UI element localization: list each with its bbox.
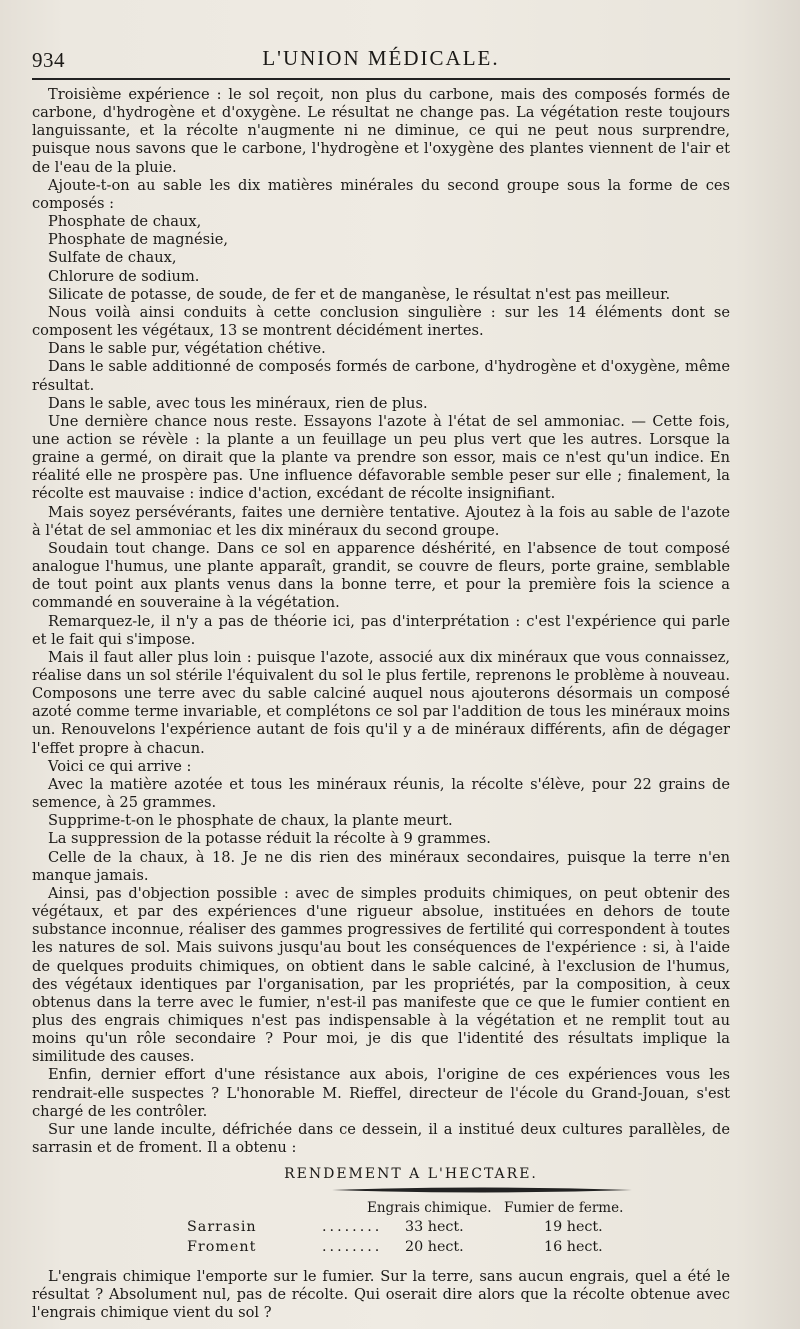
- list-item: Chlorure de sodium.: [48, 267, 200, 285]
- table-column-headers: [32, 1199, 730, 1217]
- paragraph: Mais il faut aller plus loin : puisque l'azote, associé aux dix minéraux que vous connaissez, réalise dans un sol stérile l'équivalent du sol le plus fertile, reprenons le problème à nouveau. Composons une terre avec du sable calciné auquel nous ajouterons désormais un composé azoté comme terme invariable, et complétons ce sol par l'addition de tous les minéraux moins un. Renouvelons l'expérience autant de fois qu'il y a de minéraux différents, afin de dégager l'effet propre à chacun.: [32, 648, 730, 757]
- cell-chimique: 33 hect.: [405, 1218, 464, 1235]
- paragraph: Remarquez-le, il n'y a pas de théorie ici, pas d'interprétation : c'est l'expérience qui parle et le fait qui s'impose.: [32, 612, 730, 648]
- compound-list: [32, 213, 730, 304]
- paragraph: Supprime-t-on le phosphate de chaux, la plante meurt.: [48, 812, 453, 830]
- page-number: 934: [32, 48, 65, 72]
- column-header: Engrais chimique.: [367, 1200, 492, 1217]
- running-title: L'UNION MÉDICALE.: [262, 46, 500, 70]
- table-row: [32, 1238, 730, 1258]
- paragraph: Troisième expérience : le sol reçoit, non plus du carbone, mais des composés formés de carbone, d'hydrogène et d'oxygène. Le résultat ne change pas. La végétation reste toujours languissante, et la récolte n'augmente ni ne diminue, ce qui ne peut nous surprendre, puisque nous savons que le carbone, l'hydrogène et l'oxygène des plantes viennent de l'air et de l'eau de la pluie.: [32, 86, 730, 176]
- cell-fumier: 19 hect.: [544, 1218, 603, 1235]
- paragraph: Soudain tout change. Dans ce sol en apparence déshérité, en l'absence de tout composé analogue l'humus, une plante apparaît, grandit, se couvre de fleurs, porte graine, semblable de tout point aux plants venus dans la bonne terre, et pour la première fois la science a commandé en souveraine à la végétation.: [32, 539, 730, 612]
- paragraph: Mais soyez persévérants, faites une dernière tentative. Ajoutez à la fois au sable de l'azote à l'état de sel ammoniac et les dix minéraux du second groupe.: [32, 503, 730, 539]
- paragraph: Sur une lande inculte, défrichée dans ce dessein, il a institué deux cultures parallèles, de sarrasin et de froment. Il a obtenu :: [32, 1120, 730, 1157]
- row-label: Froment: [187, 1238, 257, 1255]
- paragraph: Ajoute-t-on au sable les dix matières minérales du second groupe sous la forme de ces composés :: [32, 176, 730, 212]
- list-item: Phosphate de magnésie,: [48, 231, 229, 249]
- header-rule: [32, 78, 730, 80]
- paragraph: Avec la matière azotée et tous les minéraux réunis, la récolte s'élève, pour 22 grains de semence, à 25 grammes.: [32, 775, 730, 812]
- paragraph: Une dernière chance nous reste. Essayons l'azote à l'état de sel ammoniac. — Cette fois, une action se révèle : la plante a un feuillage un peu plus vert que les autres. Lorsque la graine a germé, on dirait que la plante va prendre son essor, mais ce n'est qu'un indice. En réalité elle ne prospère pas. Une influence défavorable semble peser sur elle ; finalement, la récolte est mauvaise : indice d'action, excédant de récolte insignifiant.: [32, 412, 730, 503]
- table-heading: RENDEMENT A L'HECTARE.: [284, 1166, 538, 1183]
- paragraph: Dans le sable additionné de composés formés de carbone, d'hydrogène et d'oxygène, même résultat.: [32, 358, 730, 394]
- yield-table: [32, 1165, 730, 1257]
- table-row: [32, 1218, 730, 1238]
- closing-paragraph: L'engrais chimique l'emporte sur le fumier. Sur la terre, sans aucun engrais, quel a été le résultat ? Absolument nul, pas de récolte. Qui oserait dire alors que la récolte obtenue avec l'engrais chimique vient du sol ?: [32, 1267, 730, 1321]
- paragraph: Nous voilà ainsi conduits à cette conclusion singulière : sur les 14 éléments dont se composent les végétaux, 13 se montrent décidément inertes.: [32, 303, 730, 340]
- paragraph: Dans le sable, avec tous les minéraux, rien de plus.: [48, 394, 428, 412]
- list-item: Silicate de potasse, de soude, de fer et de manganèse, le résultat n'est pas meilleur.: [48, 285, 671, 303]
- paragraph: Enfin, dernier effort d'une résistance aux abois, l'origine de ces expériences vous les rendrait-elle suspectes ? L'honorable M. Rieffel, directeur de l'école du Grand-Jouan, s'est chargé de les contrôler.: [32, 1066, 730, 1120]
- article-body: [32, 86, 730, 1322]
- paragraph: Dans le sable pur, végétation chétive.: [48, 340, 326, 358]
- paragraph: Celle de la chaux, à 18. Je ne dis rien des minéraux secondaires, puisque la terre n'en manque jamais.: [32, 848, 730, 884]
- column-header: Fumier de ferme.: [504, 1200, 624, 1217]
- list-item: Sulfate de chaux,: [48, 249, 177, 267]
- cell-fumier: 16 hect.: [544, 1238, 603, 1255]
- dot-leader: ........: [322, 1218, 383, 1235]
- ornament-rule-icon: [332, 1185, 632, 1195]
- paragraph: La suppression de la potasse réduit la récolte à 9 grammes.: [48, 830, 491, 848]
- cell-chimique: 20 hect.: [405, 1238, 464, 1255]
- row-label: Sarrasin: [187, 1218, 257, 1235]
- dot-leader: ........: [322, 1238, 383, 1255]
- page-header: [32, 38, 730, 76]
- paragraph: Ainsi, pas d'objection possible : avec de simples produits chimiques, on peut obtenir des végétaux, et par des expériences d'une rigueur absolue, instituées en dehors de toute substance inconnue, réaliser des gammes progressives de fertilité qui correspondent à toutes les natures de sol. Mais suivons jusqu'au bout les conséquences de l'expérience : si, à l'aide de quelques produits chimiques, on obtient dans le sable calciné, à l'exclusion de l'humus, des végétaux identiques par l'organisation, par les propriétés, par la composition, à ceux obtenus dans la terre avec le fumier, n'est-il pas manifeste que ce que le fumier contient en plus des engrais chimiques n'est pas indispensable à la végétation et ne remplit tout au moins qu'un rôle secondaire ? Pour moi, je dis que l'identité des résultats implique la similitude des causes.: [32, 884, 730, 1066]
- list-item: Phosphate de chaux,: [48, 213, 202, 231]
- paragraph: Voici ce qui arrive :: [48, 757, 192, 775]
